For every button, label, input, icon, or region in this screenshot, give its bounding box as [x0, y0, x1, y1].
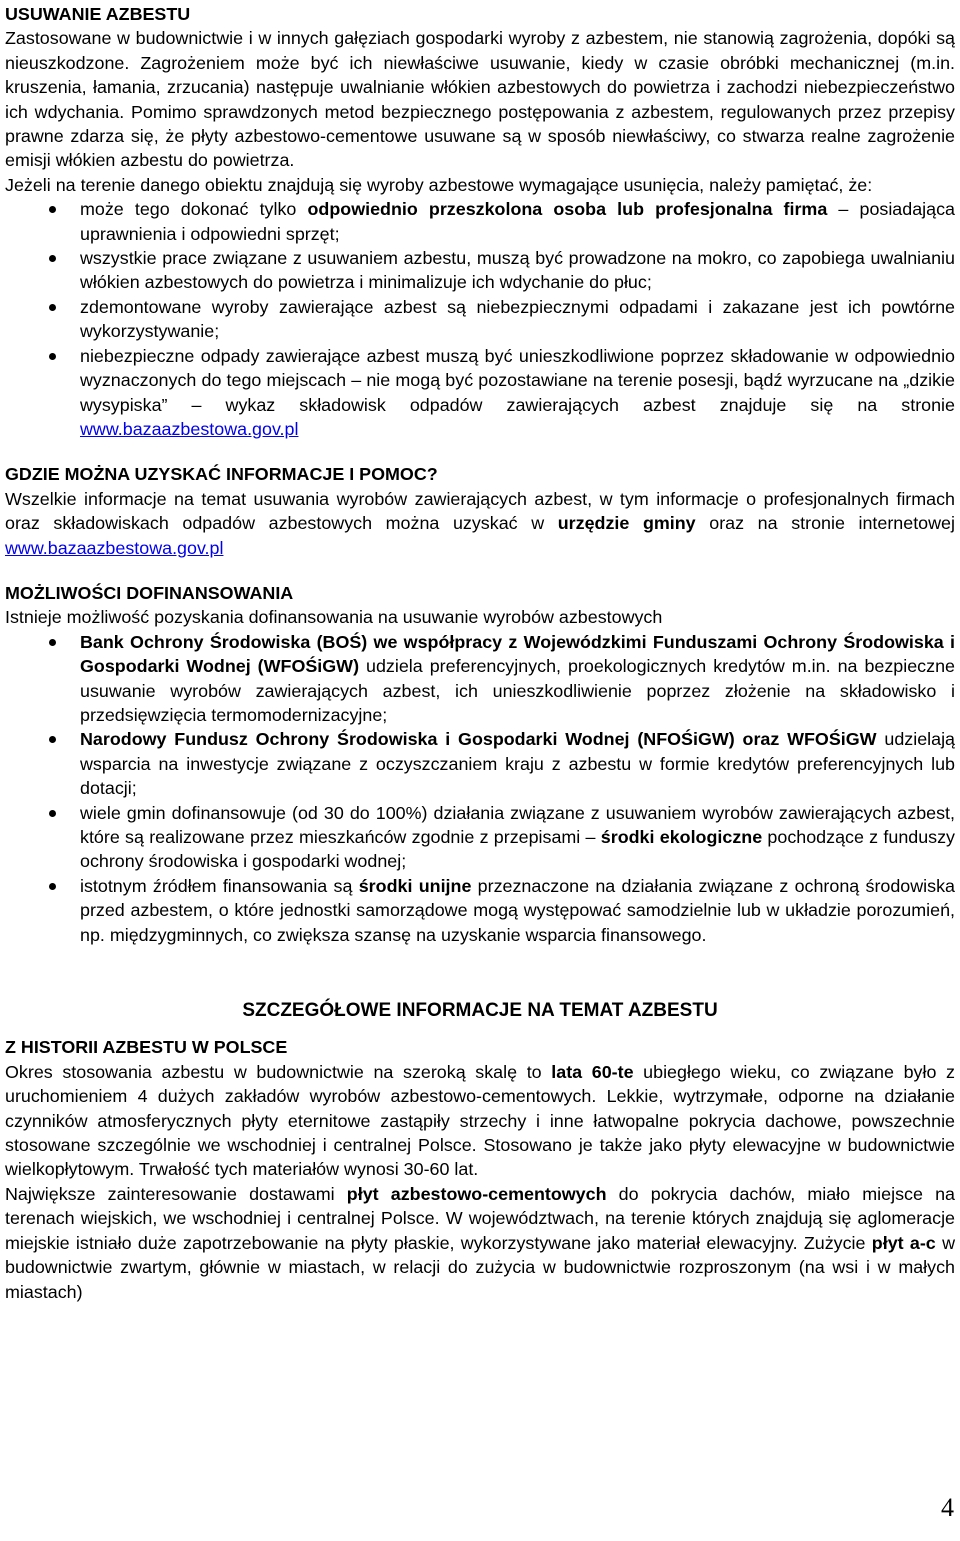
list-item: zdemontowane wyroby zawierające azbest są niebezpiecznymi odpadami i zakazane jest ich powtórne wykorzystywanie;	[5, 295, 955, 344]
section-heading-info: GDZIE MOŻNA UZYSKAĆ INFORMACJE I POMOC?	[5, 464, 438, 485]
list-item: wiele gmin dofinansowuje (od 30 do 100%) działania związane z usuwaniem wyrobów zawierających azbest, które są realizowane przez mieszkańców zgodnie z przepisami – środki ekologiczne pochodzące z funduszy ochrony środowiska i gospodarki wodnej;	[5, 801, 955, 874]
list-item: Bank Ochrony Środowiska (BOŚ) we współpracy z Wojewódzkimi Funduszami Ochrony Środowiska i Gospodarki Wodnej (WFOŚiGW) udziela preferencyjnych, proekologicznych kredytów m.in. na bezpieczne usuwanie wyrobów zawierających azbest, ich unieszkodliwienie poprzez złożenie na składowisko i przedsięwzięcia termomodernizacyjne;	[5, 630, 955, 728]
paragraph-removal-remember: Jeżeli na terenie danego obiektu znajdują się wyroby azbestowe wymagające usunięcia, należy pamiętać, że:	[5, 174, 873, 195]
paragraph-history-1: Okres stosowania azbestu w budownictwie na szeroką skalę to lata 60-te ubiegłego wieku, co związane było z uruchomieniem 4 dużych zakładów wyrobów azbestowo-cementowych. Lekkie, wytrzymałe, odporne na działanie czynników atmosferycznych płyty eternitowe zastąpiły strzechy i inne łatwopalne pokrycia dachowe, powszechnie stosowane szczególnie we wschodniej i centralnej Polsce. Stosowano je także jako płyty elewacyjne w budownictwie wielkopłytowym. Trwałość tych materiałów wynosi 30-60 lat.	[5, 1061, 955, 1180]
section-heading-removal: USUWANIE AZBESTU	[5, 4, 191, 24]
detailed-info-title: SZCZEGÓŁOWE INFORMACJE NA TEMAT AZBESTU	[242, 1000, 718, 1022]
bazaazbestowa-link[interactable]: www.bazaazbestowa.gov.pl	[5, 537, 224, 558]
paragraph-history-2: Największe zainteresowanie dostawami płyt azbestowo-cementowych do pokrycia dachów, miało miejsce na terenach wiejskich, we wschodniej i centralnej Polsce. W województwach, na terenie których znajdują się aglomeracje miejskie istniało duże zapotrzebowanie na płyty płaskie, wykorzystywane jako materiał elewacyjny. Zużycie płyt a-c w budownictwie zwartym, głównie w miastach, w relacji do zużycia w budownictwie rozproszonym (na wsi i w małych miastach)	[5, 1183, 955, 1302]
document-page	[5, 2, 955, 1304]
section-heading-history: Z HISTORII AZBESTU W POLSCE	[5, 1037, 288, 1058]
list-item: może tego dokonać tylko odpowiednio przeszkolona osoba lub profesjonalna firma – posiadająca uprawnienia i odpowiedni sprzęt;	[5, 197, 955, 246]
paragraph-removal-intro: Zastosowane w budownictwie i w innych gałęziach gospodarki wyroby z azbestem, nie stanowią zagrożenia, dopóki są nieuszkodzone. Zagrożeniem może być ich niewłaściwe usuwanie, kiedy w czasie obróbki mechanicznej (m.in. kruszenia, łamania, zrzucania) następuje uwalnianie włókien azbestowych do powietrza i zachodzi niebezpieczeństwo ich wdychania. Pomimo sprawdzonych metod bezpiecznego postępowania z azbestem, regulowanych przez przepisy prawne zdarza się, że płyty azbestowo-cementowe usuwane są w sposób niewłaściwy, co stwarza realne zagrożenie emisji włókien azbestu do powietrza.	[5, 28, 955, 171]
list-item: niebezpieczne odpady zawierające azbest muszą być unieszkodliwione poprzez składowanie w odpowiednio wyznaczonych do tego miejscach – nie mogą być pozostawiane na terenie posesji, bądź wyrzucane na „dzikie wysypiska” – wykaz składowisk odpadów zawierających azbest znajduje się na stronie www.bazaazbestowa.gov.pl	[5, 344, 955, 442]
section-heading-funding: MOŻLIWOŚCI DOFINANSOWANIA	[5, 582, 294, 603]
bazaazbestowa-link[interactable]: www.bazaazbestowa.gov.pl	[80, 418, 299, 439]
list-item: wszystkie prace związane z usuwaniem azbestu, muszą być prowadzone na mokro, co zapobiega uwalnianiu włókien azbestowych do powietrza i minimalizuje ich wdychanie do płuc;	[5, 246, 955, 295]
paragraph-funding-intro: Istnieje możliwość pozyskania dofinansowania na usuwanie wyrobów azbestowych	[5, 607, 663, 628]
removal-rules-list	[5, 197, 955, 441]
funding-list	[5, 630, 955, 947]
paragraph-info: Wszelkie informacje na temat usuwania wyrobów zawierających azbest, w tym informacje o profesjonalnych firmach oraz składowiskach odpadów azbestowych można uzyskać w urzędzie gminy oraz na stronie internetowej www.bazaazbestowa.gov.pl	[5, 488, 955, 558]
list-item: Narodowy Fundusz Ochrony Środowiska i Gospodarki Wodnej (NFOŚiGW) oraz WFOŚiGW udzielają wsparcia na inwestycje związane z oczyszczaniem kraju z azbestu w formie kredytów preferencyjnych lub dotacji;	[5, 727, 955, 800]
page-number: 4	[941, 1493, 954, 1522]
list-item: istotnym źródłem finansowania są środki unijne przeznaczone na działania związane z ochroną środowiska przed azbestem, o które jednostki samorządowe mogą występować samodzielnie lub w układzie porozumień, np. międzygminnych, co zwiększa szansę na uzyskanie wsparcia finansowego.	[5, 874, 955, 947]
